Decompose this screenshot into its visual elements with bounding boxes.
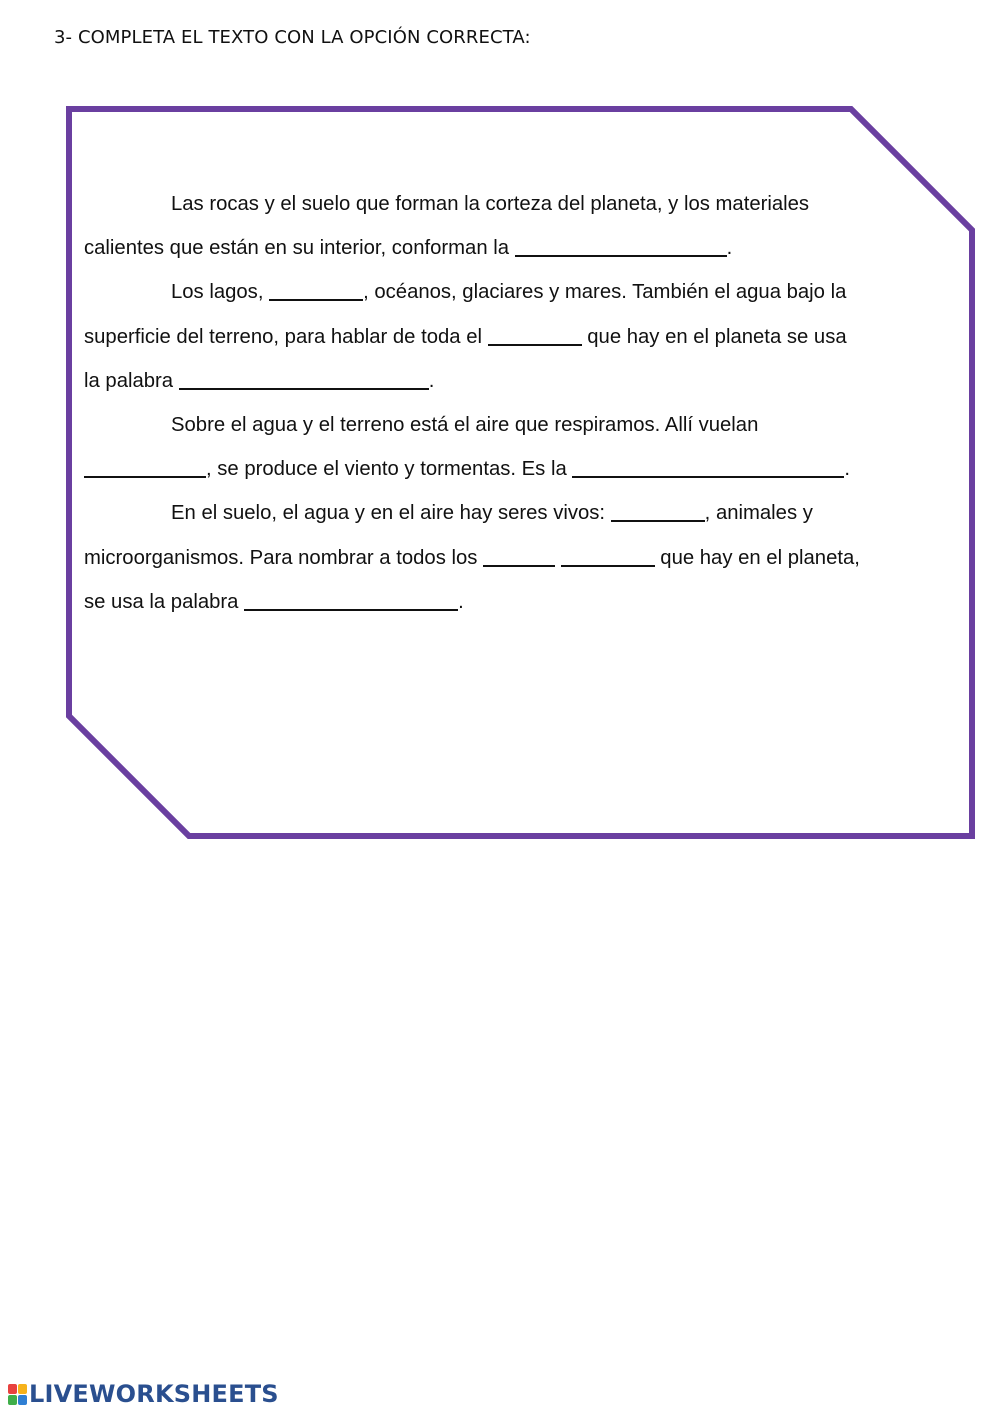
paragraph-4-line-2: microorganismos. Para nombrar a todos los que hay en el planeta, bbox=[84, 546, 860, 569]
liveworksheets-logo[interactable] bbox=[8, 1380, 279, 1408]
logo-square-red bbox=[8, 1384, 17, 1394]
instruction-heading: 3- COMPLETA EL TEXTO CON LA OPCIÓN CORRECTA: bbox=[54, 27, 531, 48]
fill-in-text bbox=[84, 182, 964, 624]
paragraph-2-line-2: superficie del terreno, para hablar de toda el que hay en el planeta se usa bbox=[84, 325, 847, 348]
paragraph-3-line-2: , se produce el viento y tormentas. Es la . bbox=[84, 447, 964, 491]
blank-vivos[interactable] bbox=[561, 545, 655, 567]
paragraph-4-line-1: En el suelo, el agua y en el aire hay seres vivos: , animales y bbox=[171, 502, 813, 525]
blank-biosfera[interactable] bbox=[244, 589, 458, 611]
blank-plantas[interactable] bbox=[611, 500, 705, 522]
paragraph-3-line-1: Sobre el agua y el terreno está el aire que respiramos. Allí vuelan bbox=[171, 413, 759, 436]
paragraph-1-line-2: calientes que están en su interior, conforman la . bbox=[84, 237, 733, 260]
blank-geosfera[interactable] bbox=[515, 235, 727, 257]
blank-rios[interactable] bbox=[269, 279, 363, 301]
paragraph-1-line-1: Las rocas y el suelo que forman la corteza del planeta, y los materiales bbox=[171, 193, 810, 215]
blank-aves[interactable] bbox=[84, 456, 206, 478]
logo-square-blue bbox=[18, 1395, 27, 1405]
paragraph-4-line-3: se usa la palabra . bbox=[84, 590, 464, 613]
logo-square-green bbox=[8, 1395, 17, 1405]
blank-hidrosfera[interactable] bbox=[179, 368, 429, 390]
logo-icon bbox=[8, 1384, 27, 1405]
logo-text: LIVEWORKSHEETS bbox=[29, 1380, 279, 1408]
blank-atmosfera[interactable] bbox=[572, 456, 844, 478]
blank-agua[interactable] bbox=[488, 324, 582, 346]
blank-seres[interactable] bbox=[483, 545, 555, 567]
logo-square-yellow bbox=[18, 1384, 27, 1394]
paragraph-2-line-3: la palabra . bbox=[84, 369, 435, 392]
paragraph-2-line-1: Los lagos, , océanos, glaciares y mares. También el agua bajo la bbox=[171, 281, 847, 304]
